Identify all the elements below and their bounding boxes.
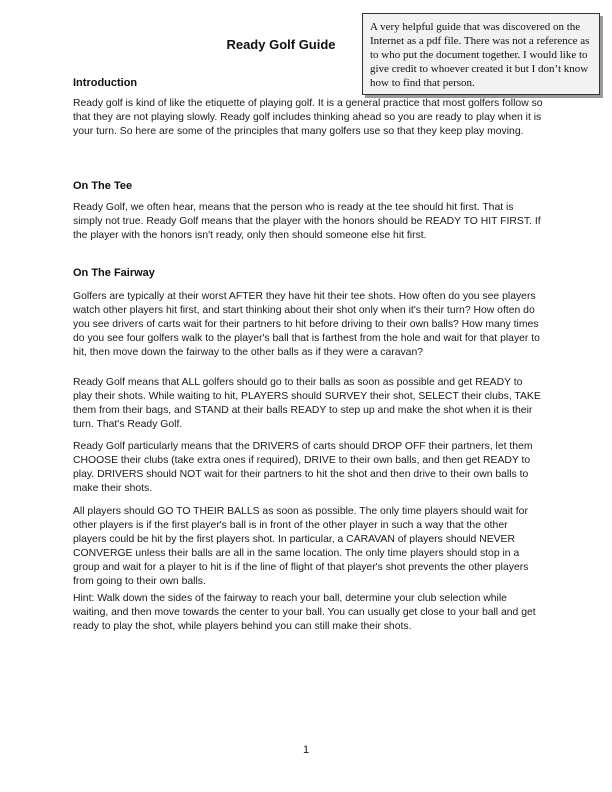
annotation-note-text: A very helpful guide that was discovered on the Internet as a pdf file. There was not a reference as to who put the document together. I would like to give credit to whoever created it but I don’t know how to find that person. (370, 21, 590, 89)
introduction-paragraph: Ready golf is kind of like the etiquette of playing golf. It is a general practice that most golfers follow so that they are not playing slowly. Ready golf includes thinking ahead so you are ready to play when it is your turn. So here are some of the principles that many golfers use so that they keep play moving. (73, 98, 543, 138)
fairway-paragraph-1: Golfers are typically at their worst AFTER they have hit their tee shots. How often do you see players watch other players hit first, and start thinking about their shot only when it's their turn? How often do you see drivers of carts wait for their partners to hit before driving to their own balls? How many times do you see four golfers walk to the player's ball that is farthest from the hole and wait for that player to hit, then move down the fairway to the other balls as if they were a caravan? (73, 291, 540, 359)
section-heading-on-the-tee: On The Tee (73, 180, 133, 192)
page-number: 1 (302, 744, 310, 756)
fairway-paragraph-4: All players should GO TO THEIR BALLS as soon as possible. The only time players should wait for other players is if the first player's ball is in front of the other player in such a way that the other players could be hit by the first players shot. In particular, a CARAVAN of players should NEVER CONVERGE unless their balls are all in the same location. The only time players should stop in a group and wait for a player to hit is if the line of flight of that player's shot prevents the other players from going to their own balls. (73, 506, 529, 588)
section-heading-on-the-fairway: On The Fairway (73, 267, 155, 279)
fairway-paragraph-3: Ready Golf particularly means that the DRIVERS of carts should DROP OFF their partners, let them CHOOSE their clubs (take extra ones if required), DRIVE to their own balls, and then get READY to play. DRIVERS should NOT wait for their partners to hit the shot and then drive to their own balls to make their shots. (73, 441, 533, 495)
document-title: Ready Golf Guide (226, 37, 336, 52)
annotation-note-box (362, 13, 600, 95)
section-heading-introduction: Introduction (73, 77, 138, 89)
fairway-paragraph-2: Ready Golf means that ALL golfers should go to their balls as soon as possible and get READY to play their shots. While waiting to hit, PLAYERS should SURVEY their shot, SELECT their clubs, TAKE them from their bags, and STAND at their balls READY to step up and make the shot when it is their turn. That's Ready Golf. (73, 377, 541, 431)
fairway-paragraph-5: Hint: Walk down the sides of the fairway to reach your ball, determine your club selection while waiting, and then move towards the center to your ball. You can usually get close to your ball and get ready to play the shot, while players behind you can still make their shots. (73, 593, 536, 633)
on-the-tee-paragraph: Ready Golf, we often hear, means that the person who is ready at the tee should hit first. That is simply not true. Ready Golf means that the player with the honors should be READY TO HIT FIRST. If the player with the honors isn't ready, only then should someone else hit first. (73, 202, 541, 242)
